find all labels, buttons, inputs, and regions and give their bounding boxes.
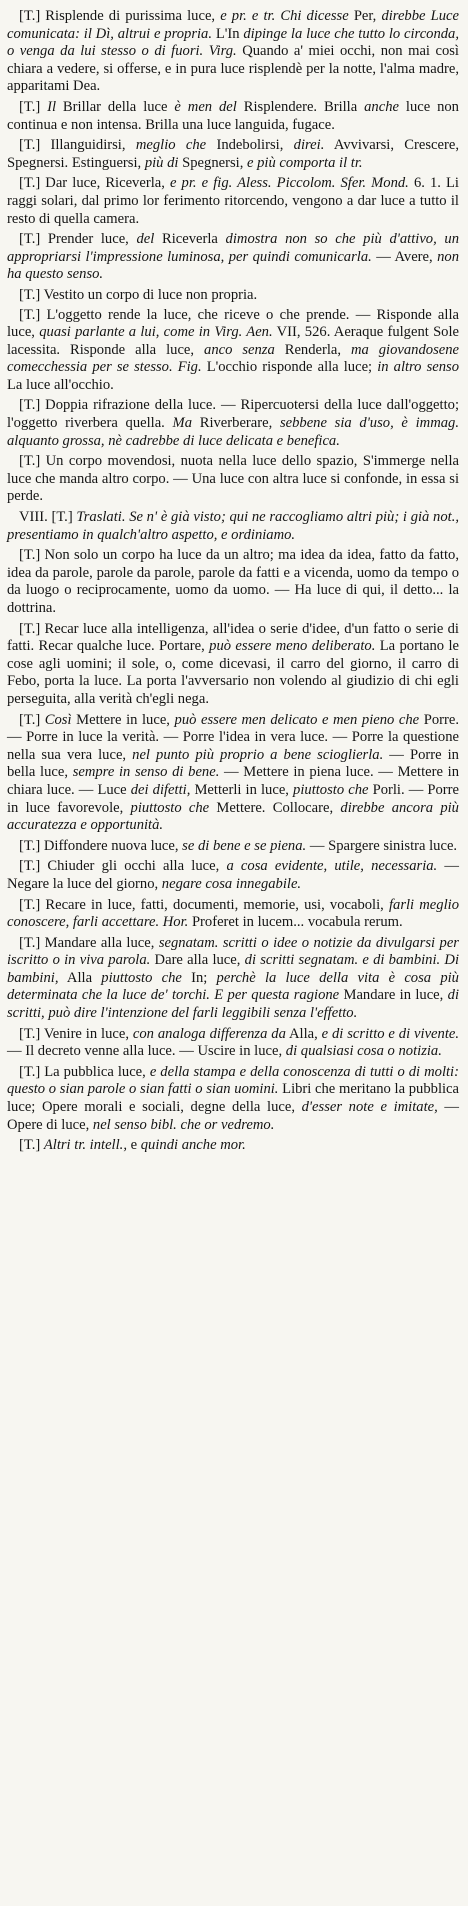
roman-text: [T.] — [19, 98, 48, 115]
italic-text: anco senza — [204, 341, 275, 358]
roman-text: [T.] Dar luce, Riceverla, — [19, 175, 170, 192]
italic-text: perchè la luce della vita è cosa più determinata che la luce de' torchi. E per questa ragione — [7, 969, 459, 1004]
italic-text: dimostra non so che più d'attivo, un appropriarsi l'impressione luminosa, per quindi comunicarla. — [7, 231, 459, 265]
italic-text: Ma — [172, 415, 193, 432]
roman-text: Indebolirsi, — [206, 137, 294, 154]
roman-text: — Il decreto venne alla luce. — Uscire in luce, — [7, 1043, 286, 1060]
roman-text: 6. 1. Li raggi solari, dal primo lor ferimento ritorcendo, vengono a dar luce a tutto il resto di quella camera. — [7, 175, 459, 227]
italic-text: ma giovandosene comecchessia per se stesso. Fig. — [7, 341, 460, 376]
dictionary-entry — [7, 453, 459, 506]
dictionary-entry — [7, 137, 459, 172]
dictionary-entry — [7, 858, 459, 893]
italic-text: direi. — [293, 137, 325, 154]
roman-text: [T.] Risplende di purissima luce, — [19, 8, 221, 24]
italic-text: piuttosto che — [293, 781, 369, 798]
italic-text: e di scritto e di vivente. — [321, 1025, 459, 1042]
italic-text: segnatam. scritti o idee o notizie da divulgarsi per iscritto o in viva parola. — [7, 934, 459, 969]
roman-text: Avvivarsi, Crescere, Spegnersi. Estinguersi, — [7, 137, 459, 171]
roman-text: [T.] Un corpo movendosi, nuota nella luce dello spazio, S'immerge nella luce che manda altro corpo. — Una luce con altra luce si confonde, in essa si perde. — [7, 453, 459, 505]
italic-text: con analoga differenza da — [132, 1025, 286, 1042]
italic-text: di scritti segnatam. e di bambini. Di bambini, — [7, 952, 460, 986]
roman-text: [T.] — [19, 1137, 44, 1154]
italic-text: se di bene e se piena. — [182, 837, 307, 854]
roman-text: Quando a' miei occhi, non mai così chiara a vedere, si offerse, e in pura luce risplendè per la notte, l'alma madre, apparitami Dea. — [7, 43, 459, 95]
roman-text: [T.] Vestito un corpo di luce non propria. — [19, 286, 258, 303]
roman-text: L'occhio risponde alla luce; — [201, 359, 378, 376]
italic-text: meglio che — [135, 137, 207, 154]
roman-text: VII, 526. Aeraque fulgent Sole lacessita. Risponde alla luce, — [7, 324, 460, 358]
roman-text: Proferet in lucem... vocabula rerum. — [188, 914, 403, 931]
dictionary-entry — [7, 231, 459, 284]
roman-text: — Porre in bella luce, — [7, 746, 459, 781]
roman-text: Spegnersi, — [178, 154, 247, 171]
roman-text: e — [126, 1137, 141, 1154]
italic-text: a cosa evidente, utile, necessaria. — [226, 858, 438, 875]
roman-text: [T.] Venire in luce, — [19, 1025, 133, 1042]
italic-text: può essere meno deliberato. — [209, 638, 376, 655]
italic-text: e più comporta il tr. — [247, 154, 363, 171]
roman-text: [T.] L'oggetto rende la luce, che riceve o che prende. — Risponde alla luce, — [7, 306, 459, 341]
roman-text: — Spargere sinistra luce. — [306, 837, 458, 854]
roman-text: VIII. [T.] — [19, 509, 77, 526]
italic-text: e pr. e tr. Chi dicesse — [220, 8, 349, 24]
roman-text: luce non continua e non intensa. Brilla una luce languida, fugace. — [7, 98, 459, 133]
roman-text: [T.] Chiuder gli occhi alla luce, — [19, 858, 227, 875]
italic-text: direbbe ancora più accuratezza e opportunità. — [7, 799, 459, 834]
italic-text: di scritti, può dire l'intenzione del farli leggibili senza l'effetto. — [7, 987, 459, 1022]
italic-text: del — [136, 231, 155, 248]
roman-text: L'In — [212, 25, 244, 42]
italic-text: nel senso bibl. che or vedremo. — [92, 1116, 275, 1133]
roman-text: [T.] Diffondere nuova luce, — [19, 837, 183, 854]
italic-text: direbbe Luce comunicata: il Dì, altrui e propria. — [7, 8, 459, 42]
dictionary-entry — [7, 287, 459, 305]
dictionary-entry — [7, 935, 459, 1023]
roman-text: La portano le cose agli uomini; il sole, o, come dicevasi, il carro del giorno, il carro di Febo, porta la luce. La porta l'avversario non volendo al giudizio di chi egli perseguita, alla verità ch'egli nega. — [7, 638, 459, 707]
dictionary-entry — [7, 1026, 459, 1061]
italic-text: piuttosto che — [101, 969, 182, 986]
dictionary-entry — [7, 8, 459, 96]
roman-text: Riceverla — [154, 231, 226, 248]
italic-text: sempre in senso di bene. — [72, 764, 220, 781]
roman-text: Porre. — Porre in luce la verità. — Porre l'idea in vera luce. — Porre la questione nella sua vera luce, — [7, 711, 459, 763]
italic-text: quasi parlante a lui, come in Virg. Aen. — [39, 324, 273, 341]
italic-text: Altri tr. intell., — [43, 1137, 127, 1154]
roman-text: — Negare la luce del giorno, — [7, 858, 459, 892]
roman-text: Renderla, — [274, 341, 351, 358]
italic-text: farli meglio conoscere, farli accettare. Hor. — [7, 896, 459, 931]
italic-text: è men del — [174, 98, 237, 115]
roman-text: Brillar della luce — [56, 98, 175, 115]
italic-text: dei difetti, — [130, 781, 191, 798]
italic-text: più di — [144, 154, 179, 171]
italic-text: Traslati. Se n' è già visto; qui ne raccogliamo altri più; i già not., presentiamo in qualch'altro aspetto, e ordiniamo. — [7, 509, 460, 543]
roman-text: Dare alla luce, — [150, 952, 245, 969]
roman-text: [T.] Doppia rifrazione della luce. — Ripercuotersi della luce dall'oggetto; l'oggetto riverbera quella. — [7, 397, 459, 432]
dictionary-entry — [7, 838, 459, 856]
roman-text: Risplendere. Brilla — [236, 98, 365, 115]
roman-text: [T.] Prender luce, — [19, 231, 137, 248]
italic-text: anche — [364, 98, 399, 115]
roman-text: Mettere in luce, — [71, 711, 175, 728]
italic-text: d'esser note e imitate, — [301, 1099, 438, 1116]
roman-text: [T.] — [19, 711, 45, 728]
roman-text: Libri che meritano la pubblica luce; Opere morali e sociali, degne della luce, — [7, 1081, 460, 1116]
dictionary-entry — [7, 1137, 459, 1155]
italic-text: di qualsiasi cosa o notizia. — [285, 1043, 442, 1060]
roman-text: [T.] Non solo un corpo ha luce da un altro; ma idea da idea, fatto da fatto, idea da parole, parole da parole, parole da fatti e a vicenda, uomo da tempo o da luogo o reciprocamente, uomo da uomo. — Ha luce di qui, il detto... la dottrina. — [7, 547, 459, 616]
italic-text: può essere men delicato e men pieno che — [174, 711, 420, 728]
dictionary-entry — [7, 621, 459, 709]
roman-text: In; — [181, 969, 217, 986]
dictionary-entry — [7, 547, 459, 617]
roman-text: Alla, — [285, 1025, 322, 1042]
roman-text: [T.] Mandare alla luce, — [19, 934, 159, 951]
italic-text: piuttosto che — [130, 799, 210, 816]
roman-text: Riverberare, — [192, 415, 280, 432]
italic-text: Il — [47, 98, 57, 115]
dictionary-entry — [7, 175, 459, 228]
roman-text: [T.] Illanguidirsi, — [19, 137, 136, 154]
roman-text: Mandare in luce, — [339, 987, 448, 1004]
italic-text: e pr. e fig. Aless. Piccolom. Sfer. Mond. — [169, 175, 409, 192]
dictionary-entry — [7, 1064, 459, 1134]
dictionary-entry — [7, 99, 459, 134]
italic-text: non ha questo senso. — [7, 248, 459, 283]
dictionary-entry — [7, 307, 459, 395]
roman-text: [T.] Recar luce alla intelligenza, all'idea o serie d'idee, d'un fatto o serie di fatti. Recar qualche luce. Portare, — [7, 620, 459, 655]
roman-text: Per, — [348, 8, 382, 24]
italic-text: sebbene sia d'uso, è immag. alquanto grossa, nè cadrebbe di luce delicata e benefica. — [7, 415, 459, 449]
italic-text: Così — [44, 711, 72, 728]
roman-text: Alla — [58, 969, 102, 986]
italic-text: dipinge la luce che tutto lo circonda, o venga da lui stesso o di fuori. Virg. — [7, 25, 460, 60]
italic-text: e della stampa e della conoscenza di tutti o di molti: questo o sian parole o sian fatti o sian uomini. — [7, 1063, 459, 1098]
italic-text: quindi anche mor. — [140, 1137, 246, 1154]
roman-text: La luce all'occhio. — [7, 376, 114, 393]
roman-text: — Mettere in piena luce. — Mettere in chiara luce. — Luce — [7, 764, 459, 798]
roman-text: — Avere, — [371, 248, 438, 265]
roman-text: Porli. — Porre in luce favorevole, — [7, 781, 459, 816]
roman-text: — Opere di luce, — [7, 1099, 459, 1133]
roman-text: Metterli in luce, — [190, 781, 294, 798]
italic-text: nel punto più proprio a bene scioglierla. — [132, 746, 384, 763]
dictionary-entry — [7, 509, 459, 544]
dictionary-entry — [7, 897, 459, 932]
dictionary-entry — [7, 397, 459, 450]
italic-text: in altro senso — [377, 359, 459, 376]
roman-text: Mettere. Collocare, — [209, 799, 341, 816]
roman-text: [T.] La pubblica luce, — [19, 1063, 150, 1080]
italic-text: negare cosa innegabile. — [161, 875, 302, 892]
dictionary-entry — [7, 712, 459, 835]
roman-text: [T.] Recare in luce, fatti, documenti, memorie, usi, vocaboli, — [19, 896, 389, 913]
